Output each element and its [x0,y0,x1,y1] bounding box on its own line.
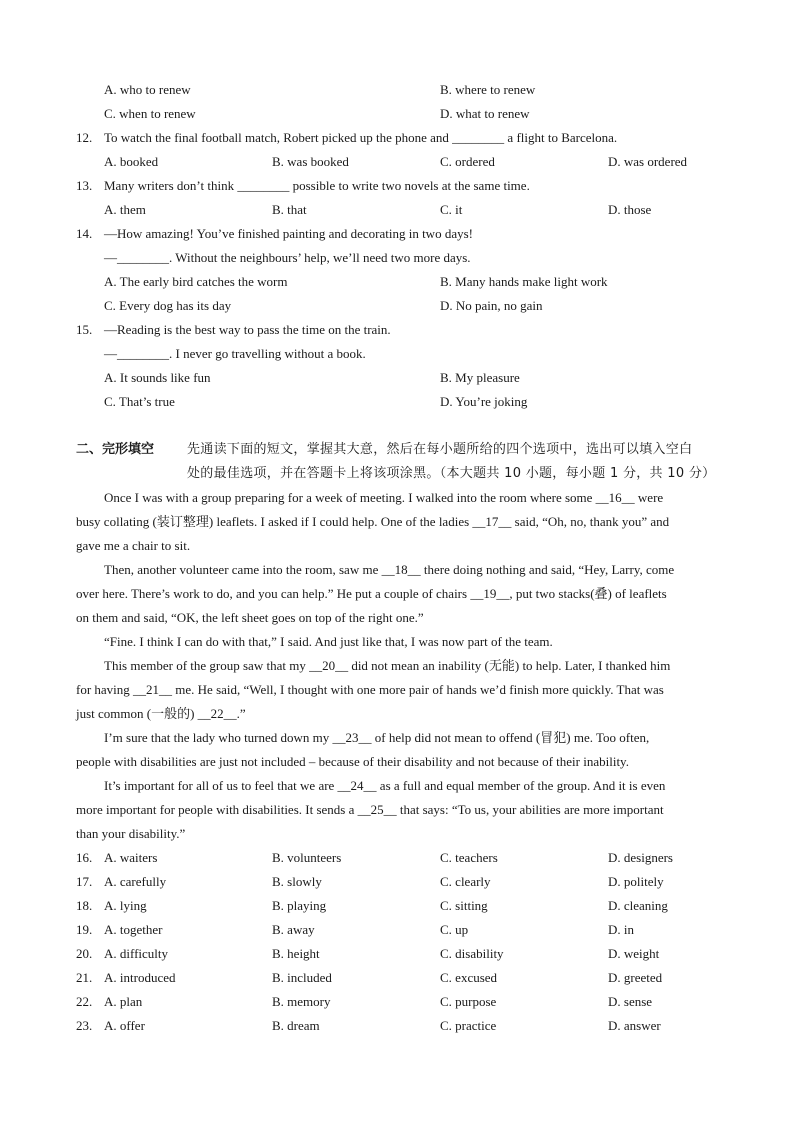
passage-line: It’s important for all of us to feel that we are __24__ as a full and equal member of the group. And it is even [104,778,666,793]
q14-option-d: D. No pain, no gain [440,298,543,313]
cloze-option-a: A. waiters [104,850,158,865]
passage-line: on them and said, “OK, the left sheet goes on top of the right one.” [76,610,424,625]
cloze-option-d: D. cleaning [608,898,668,913]
passage-line: more important for people with disabilities. It sends a __25__ that says: “To us, your abilities are more important [76,802,664,817]
q15-option-b: B. My pleasure [440,370,520,385]
cloze-option-d: D. greeted [608,970,663,985]
cloze-option-b: B. slowly [272,874,322,889]
q14-stem: —How amazing! You’ve finished painting and decorating in two days! [104,226,473,241]
cloze-option-c: C. disability [440,946,504,961]
q12-option-b: B. was booked [272,154,349,169]
cloze-option-c: C. sitting [440,898,488,913]
q14-stem-reply: —________. Without the neighbours’ help, we’ll need two more days. [104,250,471,265]
passage-line: busy collating (装订整理) leaflets. I asked if I could help. One of the ladies __17__ said, “Oh, no, thank you” and [76,514,670,529]
passage-line: for having __21__ me. He said, “Well, I thought with one more pair of hands we’d finish more quickly. That was [76,682,664,697]
q14-option-c: C. Every dog has its day [104,298,232,313]
section-title: 二、完形填空 [76,442,155,457]
passage-line: This member of the group saw that my __20__ did not mean an inability (无能) to help. Later, I thanked him [104,658,671,673]
passage-line: “Fine. I think I can do with that,” I said. And just like that, I was now part of the team. [104,634,553,649]
q13-option-a: A. them [104,202,146,217]
cloze-option-c: C. purpose [440,994,497,1009]
q11-option-a: A. who to renew [104,82,191,97]
cloze-number: 22. [76,994,93,1009]
cloze-option-b: B. height [272,946,320,961]
passage-line: gave me a chair to sit. [76,538,191,553]
cloze-option-d: D. designers [608,850,673,865]
q13-stem: Many writers don’t think ________ possible to write two novels at the same time. [104,178,530,193]
cloze-number: 23. [76,1018,93,1033]
cloze-option-d: D. in [608,922,634,937]
q15-stem: —Reading is the best way to pass the time on the train. [104,322,391,337]
q12-option-d: D. was ordered [608,154,688,169]
cloze-number: 19. [76,922,93,937]
cloze-option-b: B. playing [272,898,327,913]
q15-number: 15. [76,322,93,337]
cloze-number: 16. [76,850,93,865]
cloze-option-b: B. dream [272,1018,320,1033]
passage-line: over here. There’s work to do, and you can help.” He put a couple of chairs __19__, put two stacks(叠) of leaflets [76,586,667,601]
cloze-option-c: C. excused [440,970,498,985]
cloze-option-c: C. clearly [440,874,491,889]
passage-line: just common (一般的) __22__.” [76,706,246,721]
passage-line: people with disabilities are just not included – because of their disability and not because of their inability. [76,754,629,769]
q15-stem-reply: —________. I never go travelling without a book. [104,346,366,361]
cloze-option-a: A. introduced [104,970,176,985]
cloze-option-a: A. carefully [104,874,167,889]
cloze-number: 17. [76,874,93,889]
section-instructions-line-1: 先通读下面的短文，掌握其大意，然后在每小题所给的四个选项中，选出可以填入空白 [187,442,693,457]
section-instructions-line-2: 处的最佳选项，并在答题卡上将该项涂黑。（本大题共 10 小题，每小题 1 分，共 10 分） [187,466,716,481]
cloze-option-a: A. lying [104,898,147,913]
cloze-option-d: D. answer [608,1018,661,1033]
passage-line: I’m sure that the lady who turned down my __23__ of help did not mean to offend (冒犯) me. Too often, [104,730,650,745]
q13-option-c: C. it [440,202,463,217]
cloze-option-a: A. plan [104,994,143,1009]
cloze-number: 18. [76,898,93,913]
cloze-option-d: D. politely [608,874,664,889]
cloze-option-d: D. sense [608,994,653,1009]
passage-line: than your disability.” [76,826,186,841]
cloze-option-c: C. teachers [440,850,498,865]
cloze-option-b: B. away [272,922,315,937]
q14-option-a: A. The early bird catches the worm [104,274,288,289]
cloze-option-a: A. together [104,922,163,937]
cloze-option-b: B. memory [272,994,331,1009]
cloze-option-c: C. practice [440,1018,497,1033]
q14-number: 14. [76,226,93,241]
cloze-option-c: C. up [440,922,469,937]
q15-option-d: D. You’re joking [440,394,528,409]
q12-option-c: C. ordered [440,154,495,169]
q14-option-b: B. Many hands make light work [440,274,608,289]
q15-option-a: A. It sounds like fun [104,370,211,385]
q12-stem: To watch the final football match, Robert picked up the phone and ________ a flight to Barcelona. [104,130,618,145]
cloze-option-b: B. included [272,970,332,985]
q13-option-b: B. that [272,202,307,217]
q12-number: 12. [76,130,93,145]
q11-option-d: D. what to renew [440,106,530,121]
cloze-number: 20. [76,946,93,961]
passage-line: Once I was with a group preparing for a week of meeting. I walked into the room where some __16__ were [104,490,664,505]
q15-option-c: C. That’s true [104,394,175,409]
q13-number: 13. [76,178,93,193]
cloze-number: 21. [76,970,93,985]
cloze-option-d: D. weight [608,946,660,961]
q11-option-c: C. when to renew [104,106,196,121]
cloze-option-a: A. offer [104,1018,145,1033]
cloze-option-a: A. difficulty [104,946,169,961]
cloze-option-b: B. volunteers [272,850,342,865]
q13-option-d: D. those [608,202,652,217]
passage-line: Then, another volunteer came into the room, saw me __18__ there doing nothing and said, “Hey, Larry, come [104,562,675,577]
q12-option-a: A. booked [104,154,159,169]
q11-option-b: B. where to renew [440,82,536,97]
